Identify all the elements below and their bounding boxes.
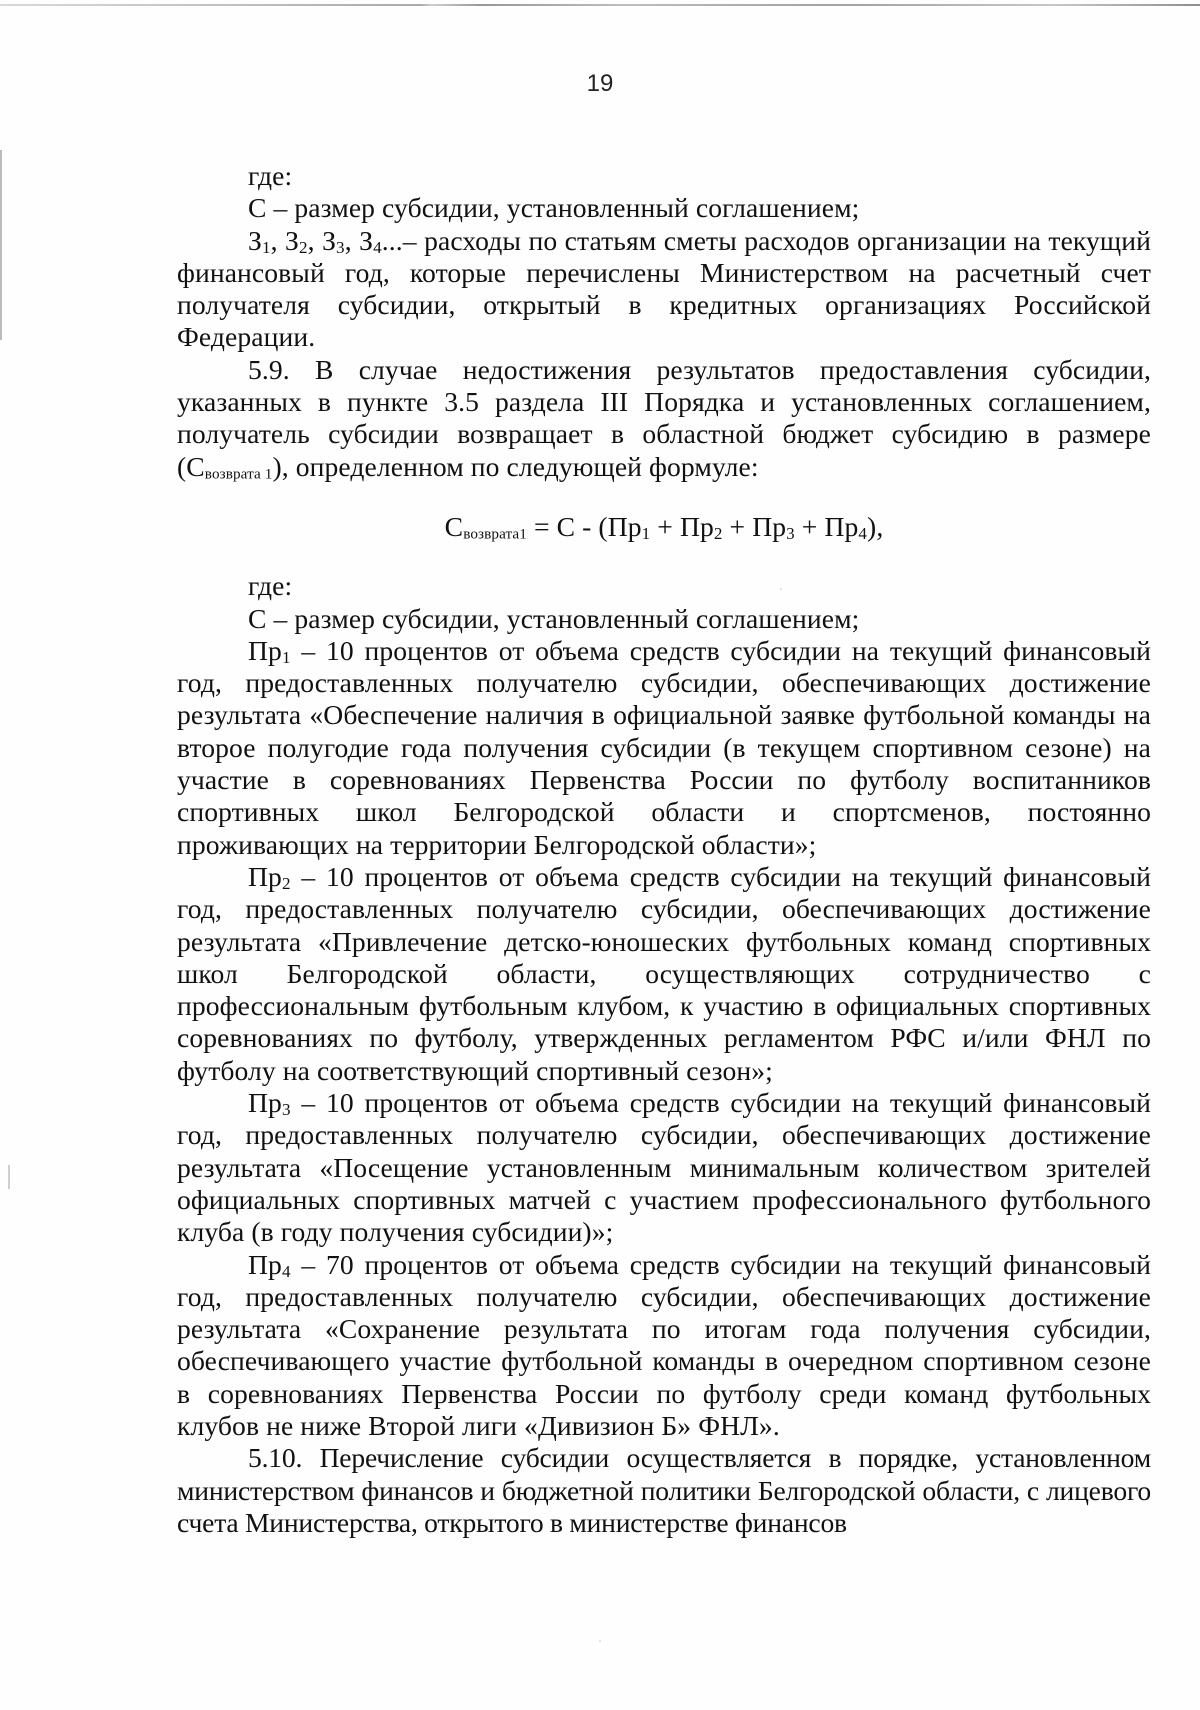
indicator-text: – 10 процентов от объема средств субсидии на текущий финансовый год, предоставленных получателю субсидии, обеспечивающих достижение результата «Обеспечение наличия в официальной заявке футбольной команды на второе полугодие года получения субсидии (в текущем спортивном сезоне) на участие в соревнованиях Первенства России по футболу воспитанников спортивных школ Белгородской области и спортсменов, постоянно проживающих на территории Белгородской области»;	[177, 634, 1151, 860]
scan-speck	[905, 1460, 907, 1462]
scan-speck	[599, 1640, 601, 1642]
clause-5-9-text-before: 5.9. В случае недостижения результатов предоставления субсидии, указанных в пункте 3.5 раздела III Порядка и установленных соглашением, получатель субсидии возвращает в областной бюджет субсидию в размере (С	[177, 353, 1151, 482]
indicator-subscript: 4	[281, 1261, 291, 1281]
variable-separator: ,	[344, 224, 360, 256]
indicator-pr4	[177, 1249, 1151, 1443]
z-subscript: 2	[298, 237, 308, 257]
indicator-pr1	[177, 635, 1151, 861]
indicator-pr2	[177, 861, 1151, 1087]
return-formula	[177, 511, 1151, 543]
formula-pr-subscript: 3	[786, 524, 795, 544]
formula-pr-subscript: 1	[641, 524, 651, 544]
z-subscript: 1	[261, 237, 271, 257]
page-number: 19	[586, 70, 614, 97]
expense-variables-definition	[177, 225, 1151, 354]
indicator-label: Пр	[248, 634, 282, 666]
z-variable: З	[322, 224, 337, 256]
formula-pr-subscript: 2	[713, 524, 723, 544]
scan-left-edge-line	[0, 150, 2, 340]
z-subscript: 4	[373, 237, 382, 257]
formula-pr-subscript: 4	[858, 524, 868, 544]
indicator-subscript: 2	[281, 874, 291, 894]
indicator-text: – 10 процентов от объема средств субсидии на текущий финансовый год, предоставленных получателю субсидии, обеспечивающих достижение результата «Привлечение детско-юношеских футбольных команд спортивных школ Белгородской области, осуществляющих сотрудничество с профессиональным футбольным клубом, к участию в официальных спортивных соревнованиях по футболу, утвержденных регламентом РФС и/или ФНЛ по футболу на соответствующий спортивный сезон»;	[177, 860, 1151, 1086]
formula-plus: + Пр	[722, 510, 787, 542]
scan-speck	[780, 588, 782, 590]
scan-left-mark	[8, 1165, 10, 1189]
subsidy-size-definition: С – размер субсидии, установленный соглашением;	[248, 192, 860, 224]
variable-separator: ,	[307, 224, 323, 256]
indicator-label: Пр	[248, 860, 282, 892]
subsidy-size-definition: С – размер субсидии, установленный соглашением;	[248, 602, 860, 634]
document-body	[177, 160, 1151, 1539]
z-variable: З	[285, 224, 299, 256]
z-variable: З	[248, 224, 262, 256]
where-label: где:	[248, 160, 293, 191]
formula-return-symbol: С	[444, 510, 464, 542]
formula-plus: + Пр	[650, 510, 714, 542]
indicator-label: Пр	[248, 1248, 282, 1280]
clause-5-9-text-after: ), определенном по следующей формуле:	[272, 450, 759, 482]
scan-edge-line	[0, 4, 1200, 6]
formula-return-subscript: возврата1	[463, 525, 527, 543]
indicator-label: Пр	[248, 1087, 282, 1119]
where-label: где:	[248, 570, 293, 602]
return-amount-subscript: возврата 1	[204, 465, 273, 483]
clause-5-10: 5.10. Перечисление субсидии осуществляется в порядке, установленном министерством финансов и бюджетной политики Белгородской области, с лицевого счета Министерства, открытого в министерстве финансов	[177, 1442, 1151, 1538]
z-variable: З	[359, 224, 374, 256]
expense-definition-text: ...– расходы по статьям сметы расходов организации на текущий финансовый год, которые перечислены Министерством на расчетный счет получателя субсидии, открытый в кредитных организациях Российской Федерации.	[177, 224, 1152, 353]
indicator-text: – 10 процентов от объема средств субсидии на текущий финансовый год, предоставленных получателю субсидии, обеспечивающих достижение результата «Посещение установленным минимальным количеством зрителей официальных спортивных матчей с участием профессионального футбольного клуба (в году получения субсидии)»;	[177, 1087, 1151, 1248]
clause-5-9	[177, 354, 1151, 483]
formula-middle: = С - (Пр	[526, 510, 642, 542]
formula-end: ),	[867, 510, 884, 542]
variable-separator: ,	[270, 224, 286, 256]
formula-plus: + Пр	[794, 510, 859, 542]
indicator-pr3	[177, 1087, 1151, 1248]
indicator-text: – 70 процентов от объема средств субсидии на текущий финансовый год, предоставленных получателю субсидии, обеспечивающих достижение результата «Сохранение результата по итогам года получения субсидии, обеспечивающего участие футбольной команды в очередном спортивном сезоне в соревнованиях Первенства России по футболу среди команд футбольных клубов не ниже Второй лиги «Дивизион Б» ФНЛ».	[177, 1248, 1151, 1441]
z-subscript: 3	[336, 237, 345, 257]
indicator-subscript: 1	[281, 647, 291, 667]
indicator-subscript: 3	[281, 1100, 291, 1120]
